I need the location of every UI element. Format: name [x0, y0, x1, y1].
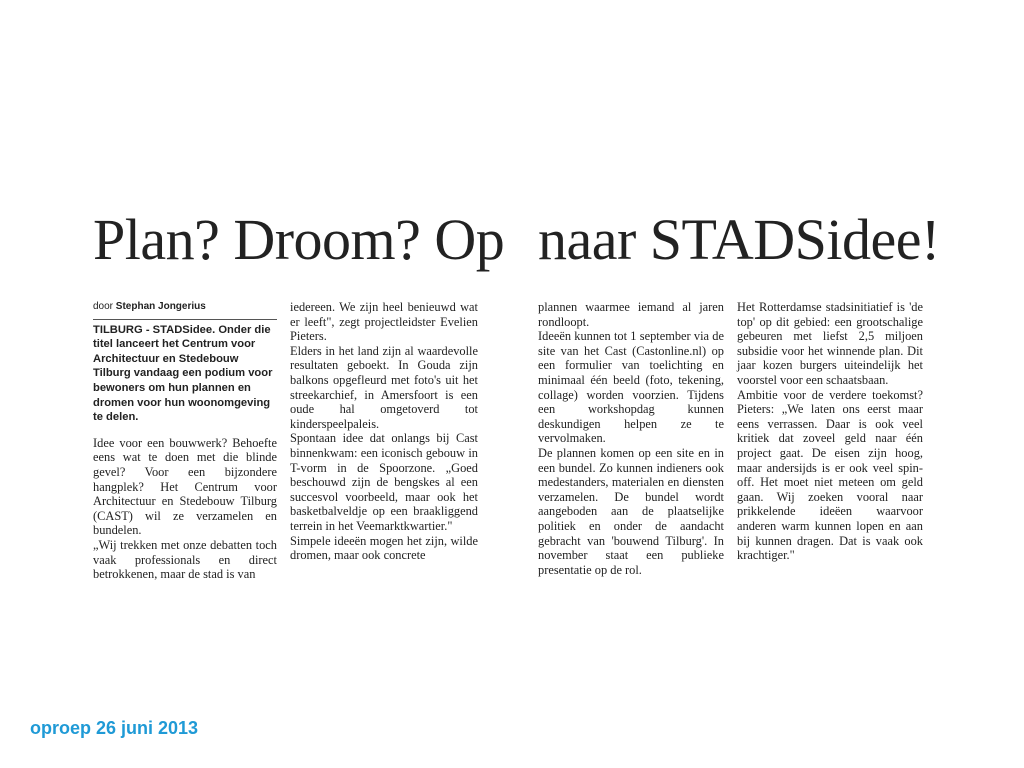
lead-text: Onder die titel lanceert het Centrum voor Architectuur en Stedebouw Tilburg vandaag een podium voor bewoners om hun plannen en dromen voor hun woonomgeving te delen. — [93, 323, 273, 424]
headline-left: Plan? Droom? Op — [93, 207, 505, 272]
byline-rule — [93, 319, 277, 320]
col2-paragraph: iedereen. We zijn heel benieuwd wat er leeft", zegt projectleidster Evelien Pieters. — [290, 300, 478, 344]
byline-author: Stephan Jongerius — [115, 301, 206, 312]
col2-paragraph: Spontaan idee dat onlangs bij Cast binnenkwam: een iconisch gebouw in T-vorm in de Spoorzone. „Goed beschouwd zijn de bengskes al een succesvol voorbeeld, maar ook het basketbalveldje op een braakliggend terrein in het Veemarktkwartier." — [290, 431, 478, 533]
slide-caption: oproep 26 juni 2013 — [30, 718, 199, 738]
headline-right: naar STADSidee! — [538, 207, 940, 272]
col2-paragraph: Elders in het land zijn al waardevolle resultaten geboekt. In Gouda zijn balkons opgefleurd met foto's uit het streekarchief, in Amersfoort is een oude hal omgetoverd tot kinderspeelpaleis. — [290, 343, 478, 431]
lead-paragraph — [93, 323, 277, 425]
col3-paragraph: Ideeën kunnen tot 1 september via de site van het Cast (Castonline.nl) op een formulier van toelichting en minimaal één beeld (foto, tekening, collage) worden voorzien. Tijdens een workshopdag kunnen deskundigen helpen ze te vervolmaken. — [538, 329, 724, 446]
article-column-2 — [290, 300, 478, 563]
article-column-3 — [538, 300, 724, 577]
article-column-1 — [93, 300, 277, 582]
col4-paragraph: Het Rotterdamse stadsinitiatief is 'de top' op dit gebied: een grootschalige gebeuren met liefst 2,5 miljoen subsidie voor het winnende plan. Dit jaar kozen burgers uiteindelijk het voorstel voor een schaatsbaan. — [737, 300, 923, 387]
lead-place: TILBURG - STADSidee. — [93, 323, 216, 336]
col2-paragraph: Simpele ideeën mogen het zijn, wilde dromen, maar ook concrete — [290, 533, 478, 563]
col3-paragraph: plannen waarmee iemand al jaren rondloopt. — [538, 300, 724, 329]
byline-prefix: door — [93, 301, 114, 312]
byline — [93, 300, 277, 315]
col1-paragraph: „Wij trekken met onze debatten toch vaak professionals en direct betrokkenen, maar de stad is van — [93, 537, 277, 582]
col1-paragraph: Idee voor een bouwwerk? Behoefte eens wat te doen met die blinde gevel? Voor een bijzondere hangplek? Het Centrum voor Architectuur en Stedebouw Tilburg (CAST) wil ze verzamelen en bundelen. — [93, 435, 277, 538]
col4-paragraph: Ambitie voor de verdere toekomst? Pieters: „We laten ons eerst maar eens verrassen. Daar is ook veel kritiek dat zoveel geld naar één project gaat. De eisen zijn hoog, maar andersijds is er ook veel spin-off. Het moet niet meteen om geld gaan. Wij zoeken vooral naar prikkelende ideëen waarvoor anderen warm kunnen lopen en aan bij kunnen dragen. Dat is vaak ook krachtiger." — [737, 387, 923, 563]
col3-paragraph: De plannen komen op een site en in een bundel. Zo kunnen indieners ook medestanders, materialen en diensten verzamelen. De bundel wordt aangeboden aan de plaatselijke politiek en onder de aandacht gebracht van 'bouwend Tilburg'. In november staat een publieke presentatie op de rol. — [538, 445, 724, 577]
article-column-4 — [737, 300, 923, 563]
